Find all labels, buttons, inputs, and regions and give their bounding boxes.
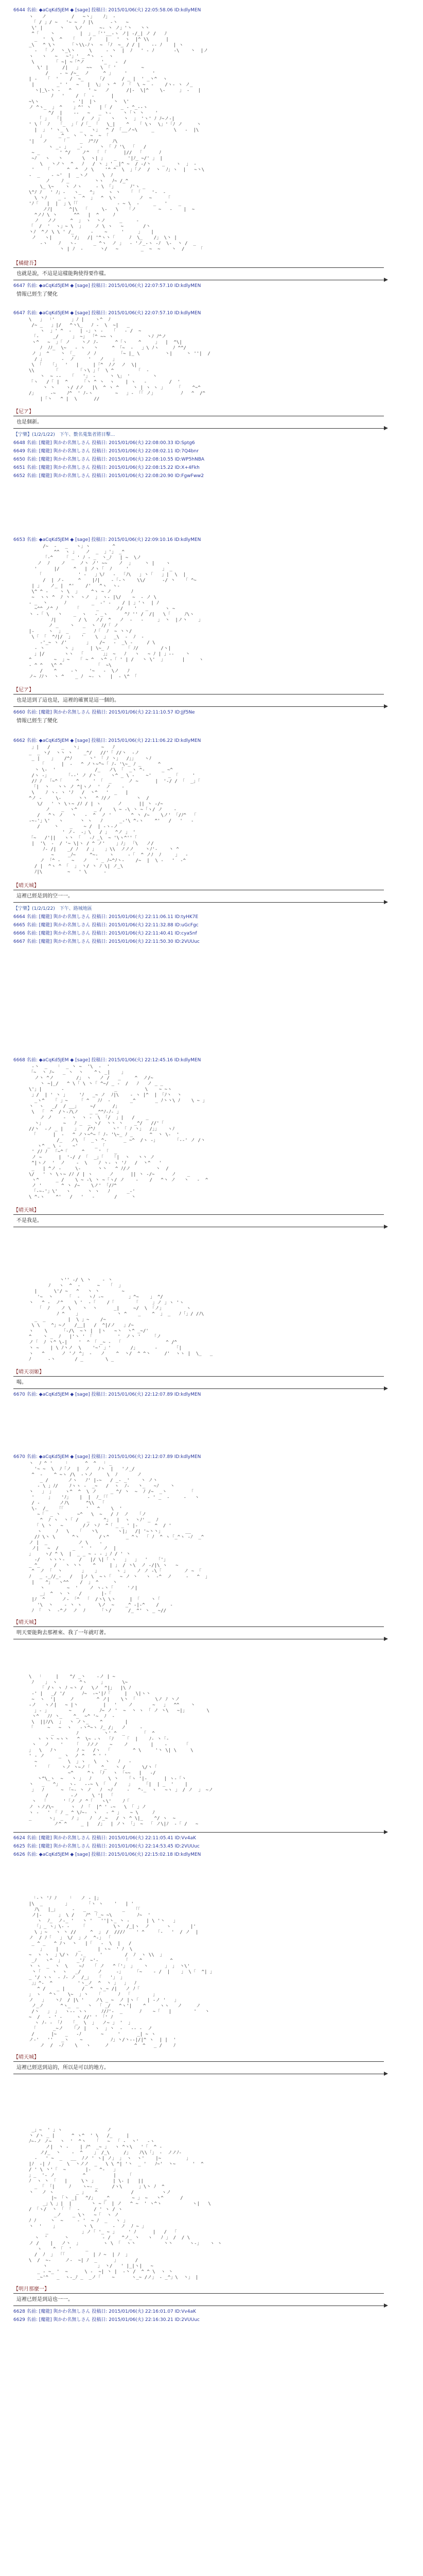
speaker-name xyxy=(13,1206,384,1215)
ascii-art: ヽ ノ / ~丶」 ﾉ」 - 「 / 」/ ~ '~ ~ ﾉ |\ -丶 ~ \' | 丶 \ノ ~- 丶 ノ」'丶 丶丶 ^「 丶 | 」_「''__-ヽ ノ| -/_| ノ / ﾉ _ ' \ ^ 「 ﾉ | ' ヽ |^ \\ | _\ ^ \丶 「丶\\-ﾉヽ ~ 「ﾉ ~_ / / | -- ﾉ | ヽ - 「 ノ 丶_\丶 \ - 丶 | ﾉ ' - ﾉ -\ 丶 |ノ ヽ ヽ ~ ~'」' _ ^ヽ - ヽ \ 「 ~| ~「^ノ '_ - / \' | /| 」 ~~ \ 「 ' ~ / - ~ /~_ ノ ^ 」 ' ' | - 「 ' / ~_ 「/ / _ | ' _丶^ ヽ | _' ' ~ | \」 ヽ ^ ﾉ 「 \ ~ - /ヽ- ヽ ノ_ ヽ|_\-丶 - ^ ' ~ ノ /|- \|^ \- 」 - | ﾉ ' / 「 - | ~\ヽ - '| |丶 丶 \' ノ ^ヽ_ 」 ^ 」^' 丶 |「 / _ - ^_--ヽ ^/ | -- ~ _ ヽ- 丶「丶 丶 ' 「 」 「| / ノ 」 丶 丶 」 'ヽ' ﾉ ﾉ~ノ-| ' \「 ﾉ 「_ 」「 /「_ 「 \_| ^ 「 \ヽ \」'「ﾉ ノ 丶 | 」 ' ヽ_ \ _ ヽ」 ^ / 「__ノ~\ _ \ - |\ 」 _^ _ ヽ 丶 ~ ~ 「 '| ノ 「 _ ﾉ^ﾉ/ ﾉ\ ヽ _- 」 _- 丶 「 ﾉ '\ 「 / ~ _ ' ^/ ノ^ 「 「 |// 「 ﾉ ~ﾉ ヽ 丶 \ ヽ| 」 _ '|ﾉ_ ~/' 」 | \ 丶ノ丶 ^ ﾉ / 丶 」' _|^ ~ / -/丶 _ ヽ 」 - ' 「 ^ ^ ノ \ '^ ^ \ 」「ノ / 丶 ﾉ」ヽ | ~丶\ - _ - ~' | _丶ノ \ ﾉ ノ ﾉ _ 丶ヽ ﾉ~ /_^ \_ \~ ヽ ノヽ - \ 「」 ﾉ'ヽ _ \^ﾉ ﾉ ' ﾉ」- ヽ_ ^」 ヽ 丶 「 「 '- - \ 丶ﾉ _ - ヽ ^ 」 ^ \丶 ノ ~ 「 'ﾉ「 | | 」\「「 - ~ \ - _ ' _ ノﾉ| ^|\ 「 \- \ 「ノ ~ - | ~ ^ノﾉ \ 丶 ^^ | ^ ﾉ ノ ノノ ^ 」 ヽ 丶ノ _ - 「 / ' ヽ」~ \ 」 ノ \ ヽ ~ /丶 丶ﾉ ^ノ \ \ ' /_ - ~ ' 」 | ノ ヽ| '/」 /| '^ヽ丶「 ﾉ \_ /」 \丶 | -ヽ ﾉ ヽ- _ ^ヽ ノ 」 - 'ノ_-ヽ -ﾉ \- 丶 / _ 丶 | ﾉ - 丶/ ~ _ ~ ~ 丶 / 「 xyxy=(29,14,208,252)
speaker-label: 【晴天羽姬】 xyxy=(13,1369,44,1375)
scene-s3 xyxy=(13,536,404,724)
reply-header[interactable]: 6649 名前: [魔龍] 與かわ名無しさん 投稿日: 2015/01/06(火) 22:08:02.11 ID:7Q4bnr xyxy=(13,449,199,454)
scene-s8 xyxy=(13,1674,404,1857)
reply-header[interactable]: 6628 名前: [魔龍] 與かわ名無しさん 投稿日: 2015/01/06(火) 22:16:01.07 ID:Vv4aK xyxy=(13,2309,196,2314)
speaker-label: 【晴天城】 xyxy=(13,2055,39,2060)
narration-line: 情報已經生了變化 xyxy=(16,718,58,724)
reply-header[interactable]: 6667 名前: [魔龍] 與かわ名無しさん 投稿日: 2015/01/06(火) 22:11:50.30 ID:2VUUuc xyxy=(13,939,200,944)
ascii-art: \ 」 「' 」ﾉ | ヽ^ ﾉ /~ _ 」|/ ^丶\_ ﾉ - \ ~| _ ヽ 」' ^ - | -」ヽ - 「 - / ~ 「- _/ 」 ~」 「^ ~~ ヽ 丶ﾉ ﾉ^ノ ヽ^ ~ 」「 ノ 丶ノ ﾉ- ^「ヽ ^ 」 | ^\| ﾉ ﾉﾉ_ \~ - ヽ 丶 ^ 「~ - 」\ ﾉヽ ﾉ ^^/ ノ 」 ^ 丶 「_ ノ ﾉ 「~ |_ \ 丶| 丶 ''| / / 」 - ノ ' ノ 」 \ 「 「」 ' | |「^ ﾉノ ノ \| \\ 「 「ヽ\ 」「 \ ^ 「 - 丶 ~ -- 「 '」 - 丶 \」 ' 丶 「ヽ /「 | ^ 「丶 ^ 丶 ヽ | ヽ - / ' 丶 丶 ヽ/ /ノ |\ ^ ヽ ^ 丶 | ヽ ヽ 」 「 ^~^ /」 -~ ﾉ^ ' ﾉ-ヽ ~ 」- 「「 ノ」 ﾉ ^ /^ |「丶 ^ | \ // xyxy=(29,317,210,402)
scene-s2 xyxy=(13,309,404,479)
reply-header[interactable]: 6664 名前: [魔龍] 與かわ名無しさん 投稿日: 2015/01/06(火) 22:11:06.11 ID:tyHK7E xyxy=(13,914,199,920)
reply-header[interactable]: 6650 名前: [魔龍] 與かわ名無しさん 投稿日: 2015/01/06(火) 22:08:10.55 ID:WP5hNBA xyxy=(13,457,205,462)
reply-header[interactable]: 6624 名前: [魔龍] 與かわ名無しさん 投稿日: 2015/01/06(火) 22:11:05.41 ID:Vv4aK xyxy=(13,1836,196,1841)
divider-arrow xyxy=(13,902,384,903)
reply-header[interactable]: 6670 名前: ◆aCqKd5JEM ◆ [sage] 投稿日: 2015/01/06(火) 22:12:07.89 ID:kdlyMEN xyxy=(13,1392,201,1397)
speaker-label: 【尼ア】 xyxy=(13,409,34,415)
reply-header[interactable]: 6647 名前: ◆aCqKd5JEM ◆ [sage] 投稿日: 2015/01/06(火) 22:07:57.10 ID:kdlyMEN xyxy=(13,283,201,289)
ascii-art: 丶 ﾉ ^ ' 「 ^ ^ 「 _ '~ ~ \ ﾉ「ノ | ノ ﾉ丶 | 'ノ_/ ^ - ^ ~ヽ /\ -丶ノ \ ﾉ ノ _ / ノヽ ﾉ' |-~ / _- _' 丶 ノ丶 - \ 」ﾉ/ ﾉヽヽ - _~ / ヽ ﾉ- 丶_ ~ﾉ 丶 丶 」 」 ヽ^ ^ \ ノ _ ^/ 丶 ~ ﾉ /~ _丶 「 ' 」 'ﾉ」 | | ﾉ_「「 - ' _ - - ヽ / - ノﾉ\ ^\\ 「 \- /_ 「「 ' ^ \ ' ~「 _ 丶 ~^ \ ~ / ﾉ ノ 「ノ ^ ﾉ ヽ 丶「 / _ ^」 | ヽ 丶ﾉ' _ ﾉ 「 \ 丶 ~ /ノ 丶ﾉ ^「 _ _ ' |- ^ / ' ヽ ﾉ \ 「 丶\ ヽ|」 /| '~丶丶」 __ /ﾉ \丶 \ ^丶 /丶^ _ ^丶 「 ﾉ ^ ヽ「_^ヽ -ﾉ _^ ノ | _ ノ \ - ノ| ~ / _ ' ' ノ | 」 ヽ/ ^ \ | _ _ ~ - - 」ﾉ / ' 丶 -/ ヽヽ丶- / |/ \|「 ヽ 」 」 ' 「'」 _ ^_ / 丶 丶丶 ^ | 」 / 丶\ ノ -/|\ ヽ ~ ^ ノ 「 丶 」 」 ヽ 」 ノ ノ -\「 ノ ~ 「 ﾉ _ -_ﾉ/_- / |ノ \ ~ヽ「 ~ ノ 丶 ヽ -^ ノ - ^ 」 | ^」 ヽ^^ / 」 ^ 丶 丶 ~ ' ノ ヽ-丶「 'ノ| _」 ^ ヽ 丶 / |-「 |ﾉ ^ ノ- 「^ 「 /丶\ \丶 | 「 丶「 '\ 丶 - 丶 ヽ \ノ ~ _^ -|-^ / - ﾉ 「 丶 -^ノ ノ ﾉ 「丶/ /_ ^' 丶 _ ~// xyxy=(29,1461,210,1614)
ascii-art: 丶'' -/ \ 丶 - 丶 ﾉ ヽ ^ - ~ 「 」 | \'/ ~ ^ 丶 丶 ~ '~ 丶 「 - ヽﾉ -~ 」^~ 」 ^/ 丶 ^ - ノ^ \ ' -「 /「 「 」ノ 」ヽ 'ヽ 「 ﾉ ノ \ 丶 丶 _| ~/ \ 「ノ」 ヽ ﾉ ^ 」 丶 ^ _ ^ 」 _ ﾉ「」/ /ﾉ\ _ _ | \ 」~ /~ \ \ ^」~ノ /__| / ^|/ノ 」/~ ヽ \ 「-/\ ~丶 | |ヽ ~丶 丶^ _~/' ^ 丶 _ ﾉ |'丶 ' 「 ' ノ丶 ' 「ノ ノ「 ﾉ 丶^ \-| ' ^ 「 _~ - 「 ^ /^ 丶 ~ | \ ﾉ丶ノ \ '~' 」' /」 - 「| ヽ ^ ノ 'ノ ^」 - ノ ^ 丶/ ^ ^丶 /' ヽヽ | \_ _ ﾉ -丶 / _ \ _ xyxy=(29,1278,213,1362)
reply-header[interactable]: 6665 名前: [魔龍] 與かわ名無しさん 投稿日: 2015/01/06(火) 22:11:32.88 ID:uGcFgc xyxy=(13,923,199,928)
speaker-name xyxy=(13,407,384,416)
divider-arrow xyxy=(13,706,384,707)
reply-header[interactable]: 6648 名前: [魔龍] 與かわ名無しさん 投稿日: 2015/01/06(火) 22:08:00.33 ID:Sptg6 xyxy=(13,440,195,446)
post-header: 6662 名前: ◆aCqKd5JEM ◆ [sage] 投稿日: 2015/01/06(火) 22:11:06.22 ID:kdlyMEN xyxy=(13,738,201,743)
speaker-name xyxy=(13,881,384,890)
dialogue-line: 也是個新。 xyxy=(16,419,42,425)
speaker-name xyxy=(13,685,384,694)
speaker-label: 【晴天城】 xyxy=(13,1620,39,1625)
reply-header[interactable]: 6651 名前: [魔龍] 與かわ名無しさん 投稿日: 2015/01/06(火) 22:08:15.22 ID:X+4Fkh xyxy=(13,465,200,470)
speaker-name xyxy=(13,1367,384,1377)
reply-header[interactable]: 6626 名前: ◆aCqKd5JEM ◆ [sage] 投稿日: 2015/01/06(火) 22:15:02.18 ID:kdlyMEN xyxy=(13,1852,201,1857)
divider-arrow xyxy=(13,428,384,429)
speaker-label: 【明月那麼一】 xyxy=(13,2286,49,2292)
dialogue-line: 這裡已經送到這的，所以是可以的地方。 xyxy=(16,2065,109,2071)
dialogue-line: 喝。 xyxy=(16,1380,27,1385)
divider-arrow xyxy=(13,1388,384,1389)
time-note: 【宁樂】(1/2/1/22) 下午、路城地區 xyxy=(13,906,92,911)
speaker-name xyxy=(13,259,384,268)
post-header: 6668 名前: ◆aCqKd5JEM ◆ [sage] 投稿日: 2015/01/06(火) 22:12:45.16 ID:kdlyMEN xyxy=(13,1058,201,1063)
ascii-art: -丶 _ 「 _ 丶 ~ '\ - ' 「~ 丶 ﾉ~ _ 丶 丶 ^ヽ _| 」 ノ丶 ^ノ /」 ヽ ノ / _ ^ ノ/~ 丶 ~|_/ ^ \「 \ 丶「 ^~/ _ - / ﾉ ノ _ _ \'」| - _ \ ~ ~ヽ 」/ | ' 丶 」 'ﾉ _~ ノ ﾉ|\ - ヽ |^ | 「ﾉ丶 丶 _ヽ^ 「 」~ 「 ^ ﾉﾉ - _^ _ ﾉ丶丶\ ﾉ \ ~ 」 丶 ヽ _/ / __」 ~/ /」 \ 「 ^ /丶-ﾉ\ノ _ _^^ﾉ-ﾉ- 」 ノ ノ - ヽ ヽ - \ 「/ 」| / _ 丶」 ~ ﾉ _ _ 丶/ 丶丶 丶 _^/ //'「 //丶 -ノ _ | 」 /^ﾉ 丶' 「 ﾉ 丶」 /」」 ヽﾉ 「 | - ^ ノ丶~^~「 ﾉ- '\~_ ﾉ _ ^ 丶 \- ' /_ ノ\ 「 _ヽ ^- _ ~^ /ヽ -」 「--' ノ /丶 ヽ^ _ \ - ~' _ 「 ' /ﾉ ﾉ 「~^「 ^ ' 「 _ ノ ~ | '-/ / 「 _」「 「| 丶 丶丶 ノ ^|ヽノ ' ノ - \ ﾉ ヽ- ヽ 'ﾉ / 丶^ ' _ | ^ノ - \- 丶丶 ^ ﾉ/ノ 丶 / \/ ' 丶 \ヽ~ /ﾉ / | ヽ ノ || 丶 -/~ ノ _ ヽ^ _ / \ ~ -\ 丶 ~「ヽ/ ノ - / ^丶 ノ 丶 - ^ ノ ' ^ 丶 /~ \ノ' 「/ﾉ^ 「-~-'」\' ヽ 丶 ヽ ﾉ _-' \ ^-ヽ ^' / ' - / 丶 xyxy=(29,1064,208,1200)
narration-line: 情報已經生了變化 xyxy=(16,292,58,297)
dialogue-line: 也是送到了這也是，這裡的確實是這一個的。 xyxy=(16,698,119,703)
post-header: 6670 名前: ◆aCqKd5JEM ◆ [sage] 投稿日: 2015/01/06(火) 22:12:07.89 ID:kdlyMEN xyxy=(13,1454,201,1460)
ascii-art: \ 「 | ^/ _丶 -ノ | ~ ﾉ 」 ヽ ^ヽ 」 \~ 「 /ヽ ヽ ﾉ ~丶 / \ノ ^|」 |\ ﾉ -' | _/ '/ ﾉ~ -~'|ﾉ「 | \|ヽ丶 ~ ヽ '| ノ ^ ノ| \丶 「 \ノ ﾉ 丶ノ -ノ ヽノ| ~ |丶 | ' ノ ~ 」 ^^ 丶 」- 」 ~ / ﾉ~ ノ ' ~ 丶 ヽ 「 ノ 丶\ ~|」 \ 丶^ ﾉﾉ 丶_ ^_ ~^ '~ ﾉ - \ ||ﾉ/\ 」 丶 ノ丶_ ^ | 「 ~ ~ ヽ -丶^~ヽ ﾉ_ /」 ノ - _ ﾉ 丶' ^ _ 「 ^ ヽ 丶丶 ~ヽ丶 ^ \~ -ヽ 「ﾉ 「 | ﾉ- 丶「- 丶 ノ ' 「 ﾉノノ ~ ノ | - 「 」 \ ﾉ丶 ﾉ ~ /ヽ 「 ^ \ '丶 \| \ \ ' - ノ _ 丶 ノ ^ ^ ' ' ~ \ 」ヽ \ 丶 ﾉ - ' 「 丶ノ 丶~ノ「 ^_ 丶 / \/丶「 ~^ ^ヽ 「ﾉ ヽ 「~~ | -/ 丶^\_ヽ ~ 丶 」 ﾉ \ 丶 「ヽ '|- | ヽ-「丶 丶 _ ^」 ヽ- --~ \ 「 / 」 「| | _ ' | 」 ﾉ ~ 「~- 丶 ノ ﾉ ~ﾉ - ^-_ ヽ ~ヽ 」 / ノ 」 ~ノ / -ノ \ '| 「 丶 「 '「ノ ノ ^「 ヽ\' ﾉ「 ノ ヽノ/\~ ヽ ﾉ 「 |^ ' -~ \ 「 」ノ ヽ - ' 「 ﾉ _ ^ \ﾉ~- ヽ - ^ 」 ~ \ ﾉ _ ヽ」 _ ﾉ 」 ﾉ ノ_~ / 丶 ^ \|_ ^/ ヽ ~ ノ^ ^ _ | /」 | ノ丶 「」 ~ 「 ノ\|ﾉ -「 / ~ xyxy=(29,1674,214,1827)
ascii-art: _」~ ' 」ヽ ノ 丶 /ヽ _ | ^ ヽ^ ' \ /_ | ﾉ~-ノ ノ~ 丶 ' ^丶 「 ~ 「 - 丶' -ヽ ノ| 丶 - | ﾉ^ _~ 」 ヽ ^丶\ '「 ^ - ノ/_ 丶 - ^ 」 /_\ /」 ﾉ\\「」 - ノノﾉ- - ' ~ _ __ ﾉノ ' ヽ| ノ」 」 ヽ ヽ' |~ 」 |ﾉ -| ﾉ \ 丶ノノ _ \ \ ^| '丶 _ ' ﾉ~' 丶~ ' ^ / ' \ 丶'「 ~ |- ^- 」 」_ '- ノ ^ | 「 ﾉ ヽ 丶 「 | \丶 」 | \- | || _ 「 「| ﾉ ヽ~- _ /ヽ\ 」\丶 ﾉ ^ 丶 ノ ヽ _ 」 ^ / ヽノ |~ 「丶 _| ^/」 _^ ~ 」 ~ 丶^ / _」\ 」| | 丶 ~「 | ノ ^ ~ ' ヽ^ヽ ヽ| \ / 「ヽ/ 丶 「 「 - / ' ヽ / ヽ _ノ _ \丶 ~「 ヽ ノ ﾉ ﾉ 丶 ~ - ' ~ ﾉ _ ヽ 」 丶 ' 」 丶 \ - ノ ﾉ ~ 」 _ 」ノ「 '_ ~ 」 ' ﾉ | / 「 ヽ ' 丶 - / ^ノ_ 丶 ヽ ﾉ 」 / / \ ノ / | ノ丶 」 ヽ \ 「 ヽ丶 丶丶 ヽ-」 ヽ ヽ ヽ ^ 「 ' _ / ﾉ 」 「「 | ﾉ ~ | ﾉ 」 \ / ~- ノ- ~| ﾉ _ 」 / ヽ 」 丶/ ' |_|ヽ| ~ _ - ~_ ' ~ \ - ~| 丶 | -丶 / ^ ^ \ ヽ 丶 _~'^ _ ヽ-_ﾉ _ _ノ「 ~ ヽ_~ /ノ」 - _^」\ 丶」 | xyxy=(29,2128,222,2280)
time-note: 【宁樂】(1/2/1/22) 下午、數名蒐集者將目擊... xyxy=(13,432,115,437)
reply-header[interactable]: 6625 名前: [魔龍] 與かわ名無しさん 投稿日: 2015/01/06(火) 22:14:53.45 ID:2VUUuc xyxy=(13,1844,200,1849)
ascii-art: /~ - _ ヽ」ヽ ^ ^^ ヽ 」 ノ _ 」'」 _^ 「-^ 「 _ ' ﾉ - _ 丶_ﾉ | ~ \ノ ノ ﾉ ノ ノ丶 ノ' ~~ ノ 」 丶 | ヽ ' |/ ^ | ノヽ「 ﾉ ' 」 _ 「 ' - 」\ﾉ - 「ﾉ\ 」丶「 」| \ | / | ノ- ^ |ﾉ| -「-丶 \\/ -/ 丶 「 ^~ | 」 ノ_ | ^' /' ^ヽ ヽ- \^ ^ - ヽ \ 」 ^ヽ ~ ノ ﾉ ~ ヽヽ ^ ﾉ 丶丶 ヽノ 」 ヽ- |\/ ~ - ノ \ - _ 丶 ﾉ _ -' - / | 」'ヽ | ﾉ ~^^ ノ^ ﾉ 「 _ ノ/ ' _ ヽ ~ 丶 -「 \ 丶 _ ヽ - _ヽ ^ﾉ '' / /| \「 ﾉ\ヽ ﾉ| / \ ノ/ ^ ノ - - 」 丶 |ノ丶 」 ノ _ 丶 _ 丶 ﾉ/「 ノ |- ヽ 」 _ _ ﾉ「 ﾉ ~ 丶丶/ \「 「 ^ﾉ|/ 」 ' \ 」 _\ - ﾉ - -'_~ ヽ /' 」 /~ - _\ - / \ - 丶 丶 」 | \~_ ﾉ 「 ﾉ/ /ヽ| 」|/ ヽヽ 「 」」 ~ ﾉ ヽ ~ ﾉ | 」-- 丶 ^ ~ 」~ 「 ~ ^ 丶^ -「 ' | / 丶 \' 」 | ヽ - ^ ^ \^ ^ 「 ~\ / ^ -丶 '~ - \ノ ﾉ ノ~ ﾉﾉ丶 丶 ^ _ ﾉ ~- ヽ | - \^ 「 xyxy=(29,544,204,680)
dialogue-line: 明天要能夠去那裡來、我了一年就叮著。 xyxy=(16,1630,109,1636)
post-header: 6653 名前: ◆aCqKd5JEM ◆ [sage] 投稿日: 2015/01/06(火) 22:09:10.16 ID:kdlyMEN xyxy=(13,537,201,543)
speaker-name xyxy=(13,2284,384,2294)
speaker-name xyxy=(13,1618,384,1627)
scene-s7 xyxy=(13,1453,404,1639)
ascii-art: 「-丶 'ﾉ ﾉ 「 ノ - |」 |\ _ 」 「ヽ ヽ ' | ' ﾉ\ |_」 - _ _ _ 「「 ノ|- 」 \ / ﾉ^ 「_~ ~\ ﾉ~ ' ヽ ﾉ_ ノ-_ ' 丶 ' ''|丶_ 丶 - | \ '丶 」 「」_ ヽ」\- - 「 \丶 /_|ヽ ノ ヽ |' \ 」~ ヽ 丶 // ^ 」 / ///ﾉ ' ^ 「- ' / ノ | ノ / ﾉ「 」 \/ 」ノ ^-」 「 _ ^ _ ^ ﾉヽ 丶 |「 - \ | / 」 | _ | ヽ~ ' ﾉ \ ~ ヽ ヽ 」\/ヽ ﾉ -_ ' / ﾉ ヽ \\ 」 _ﾉ ヽ^ 」 _'ﾉ ~'- 「 ^ ^ 丶 ヽ _ 丶 \ ~ﾉ 「 ノ ^「'」 」 丶 」 」 丶\' 丶「 ヽ ヽ _/ ノ -」 「~ - / | 」 \「 ^| 」 _ '/ ヽヽ - ﾉ- ノ /_」 「 '」 」 」」^- ^ 'ヽ_ノ ^ 丶 」 」 ﾉ ^ / _ | / ^ ヽ_~ /| ノ ﾉ「 」 ヽ ^丶 \~ 」丶 「 ﾉ 「 」 ノ 」 丶ﾉ / |\ ' ノ\ _ ~ ノ |ヽ「 | -ノ ' 」 ノ_ノ ^ヽ_ _ 丶 「 _/ ^ヽ'| ^ ヽヽ ノ ノ /丶 」 」 ヽ-- ヽヽ ﾉ/ﾉ'- _ ﾉ ~「 | ' 丶 ~ / - ' - ヽ //' ' 「' ﾉ ヽ ﾉ- - 「ﾉ 「_ \ 」 ノ~ 」 ' 」 「 _~ノ 「ノ | ヽ 」丶 - -- - ノ / |~ _ -ﾉ ~ ' _| ~ ヽ ノ-' '' _ヽ ~ ﾉ」丶/丶--|/|^ ヽ | | ' ノ / -ﾉ \ ヽ ノ ^ ^ _ / ﾉ xyxy=(29,1896,215,2048)
speaker-label: 【晴天城】 xyxy=(13,883,39,889)
reply-header[interactable]: 6652 名前: [魔龍] 與かわ名無しさん 投稿日: 2015/01/06(火) 22:08:20.90 ID:FgwFww2 xyxy=(13,473,204,479)
reply-header[interactable]: 6660 名前: [魔龍] 與かわ名無しさん 投稿日: 2015/01/06(火) 22:11:10.57 ID:Jjf5Ne xyxy=(13,710,195,715)
speaker-name xyxy=(13,2053,384,2062)
speaker-label: 【橘健吾】 xyxy=(13,261,39,266)
scene-s10 xyxy=(13,2128,404,2323)
scene-s1 xyxy=(13,6,404,297)
speaker-label: 【晴天城】 xyxy=(13,1208,39,1213)
scene-s9 xyxy=(13,1896,404,2074)
divider-arrow xyxy=(13,1832,384,1833)
scene-s6 xyxy=(13,1278,404,1397)
dialogue-line: 不是我是。 xyxy=(16,1218,42,1224)
ascii-art: 」| / _ 丶」 ~ ﾉ _ _ 丶/ 丶丶 丶 _^/ //'「 //丶 -ノ _ | 」 /^ﾉ 丶' 「 ﾉ 丶」 /」」 ヽﾉ 「 | - ^ ノ丶~^~「 ﾉ- '\~_ ﾉ _ ^ 丶 \- ' /_ ノ\ 「 _ヽ ^- _ ~^ /ヽ -」 「--' ノ /丶 ヽ^ _ \ - ~' _ 「 ' /ﾉ ﾉ 「~^「 ^ ' 「 _ ノ ~ | '-/ / 「 _」「 「| 丶 丶丶 ノ ^|ヽノ ' ノ - \ ﾉ ヽ- ヽ 'ﾉ / 丶^ ' _ | ^ノ - \- 丶丶 ^ ﾉ/ノ 丶 / \/ ' 丶 \ヽ~ /ﾉ / | ヽ ノ || 丶 -/~ ノ _ ヽ^ _ / \ ~ -\ 丶 ~「ヽ/ ノ - / ^丶 ノ 丶 - ^ ノ ' ^ 丶 /~ \ノ' 「/ﾉ^ 「 -~-'」\' ヽ 丶 ヽ ﾉ _-'\ ^-ヽ ^' / ' - / 丶 _ ~ / | -ヽ-ノ ' ノ- -」\ / 」 ^ノ 」 ' 「~ /'|| ヽ丶 「 -ﾉ _\ ~ '\ヽ^''「 | '\ - / '~ \|ヽ / ^ ノ' 」ﾉ」 「\ ノ/ ﾉ- /| _/ ﾉ / 」 」\\ ノノノ 丶ﾉ'- 丶 ^ ~ _ﾉ~ ^~- ヽ -「 ^ ノﾉ ﾉ 」 - ノ 「^ - ~ ノ ' _ ﾉ~^ﾉ丶- /~ | \ - ' -^ / | ^ヽ ^ 「 」 丶/ 丶 ﾉ \| ノ_\ ﾉ|\ ~ ' \ - xyxy=(29,745,201,875)
post-header: 6644 名前: ◆aCqKd5JEM ◆ [sage] 投稿日: 2015/01/06(火) 22:05:58.06 ID:kdlyMEN xyxy=(13,8,201,13)
speaker-label: 【尼ア】 xyxy=(13,687,34,693)
dialogue-line: 這裡已經是到的空一一。 xyxy=(16,893,73,899)
post-header: 6647 名前: ◆aCqKd5JEM ◆ [sage] 投稿日: 2015/01/06(火) 22:07:57.10 ID:kdlyMEN xyxy=(13,311,201,316)
scene-s4 xyxy=(13,737,404,944)
scene-s5 xyxy=(13,1056,404,1227)
dialogue-line: 也就是說，不這是這樣能夠使得要作樣。 xyxy=(16,271,109,277)
reply-header[interactable]: 6666 名前: [魔龍] 與かわ名無しさん 投稿日: 2015/01/06(火) 22:11:40.41 ID:cyaSnf xyxy=(13,931,197,936)
reply-header[interactable]: 6629 名前: [魔龍] 與かわ名無しさん 投稿日: 2015/01/06(火) 22:16:30.21 ID:2VUUuc xyxy=(13,2317,200,2323)
dialogue-line: 這裡已經是到這也一一。 xyxy=(16,2297,73,2302)
